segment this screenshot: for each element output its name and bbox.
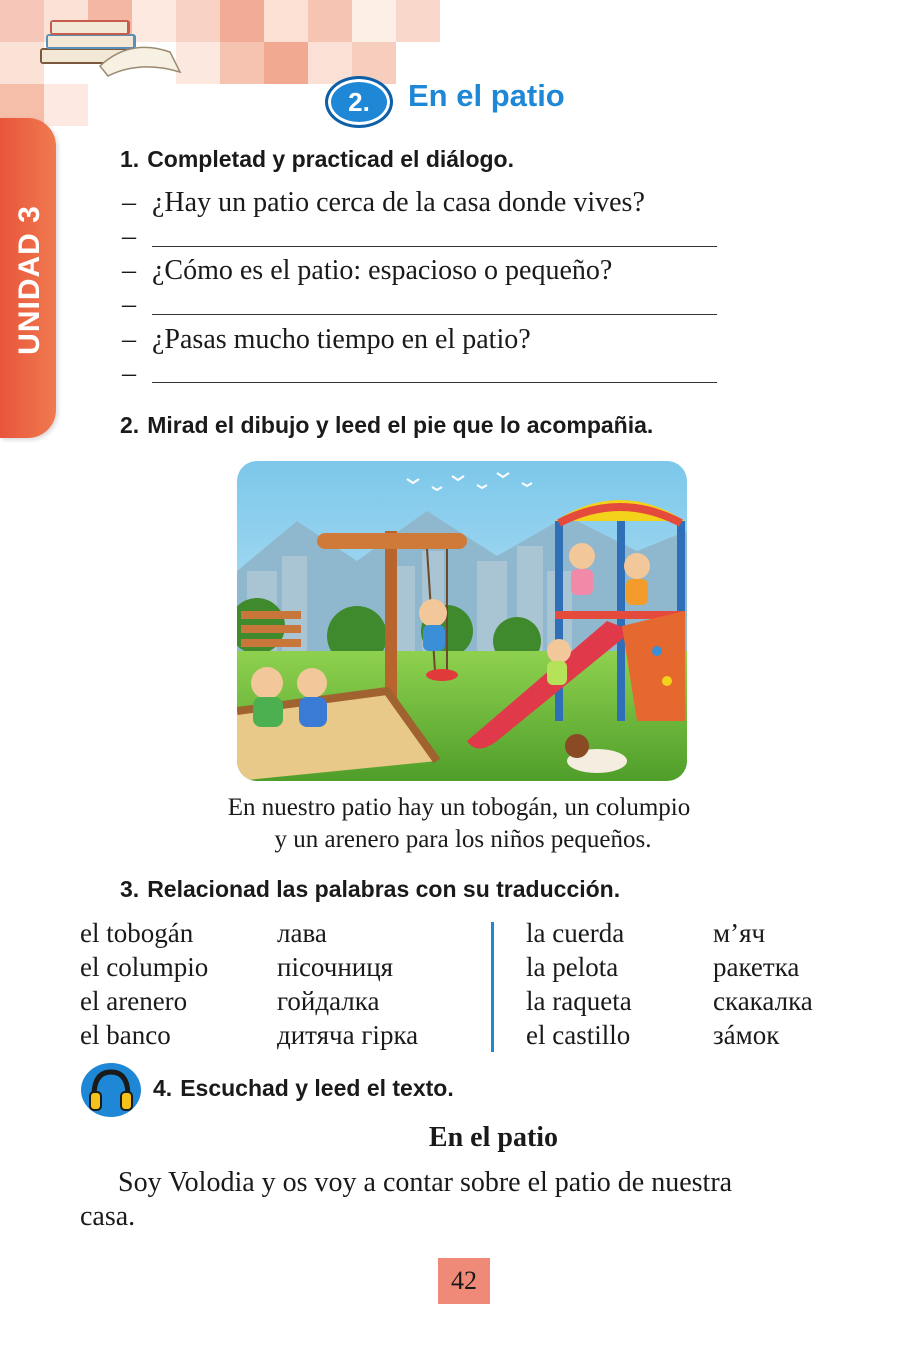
task2-heading [120,412,653,439]
vocab-translation: м’яч [713,918,766,948]
task1-number: 1. [120,146,140,172]
vocab-word: la raqueta [526,986,632,1016]
answer-blank-rule [152,314,717,315]
reading-paragraph [80,1166,850,1234]
vocab-word: el columpio [80,952,209,982]
reading-text-title: En el patio [428,1122,559,1153]
vocab-word: el arenero [80,986,188,1016]
task3-number: 3. [120,876,140,902]
vocab-divider [491,922,494,1052]
dialog-line: – ¿Pasas mucho tiempo en el patio? [122,324,531,355]
vocab-translation: пісочниця [277,952,394,982]
task3-heading [120,876,620,903]
task4-heading [153,1075,454,1102]
vocab-translation: зáмок [713,1020,780,1050]
lesson-number-badge: 2. [325,76,393,128]
dialog-answer-line[interactable]: – [122,289,136,320]
task4-instruction: Escuchad y leed el texto. [180,1075,454,1101]
vocab-word: la cuerda [526,918,625,948]
task1-instruction: Completad y practicad el diálogo. [147,146,514,172]
playground-illustration [237,461,687,781]
page-number: 42 [438,1258,490,1304]
vocab-translation: ракетка [713,952,800,982]
vocab-word: el tobogán [80,918,194,948]
answer-blank-rule [152,246,717,247]
answer-blank-rule [152,382,717,383]
vocab-translation: гойдалка [277,986,380,1016]
dialog-answer-line[interactable]: – [122,221,136,252]
headphones-icon[interactable] [80,1062,142,1118]
task4-number: 4. [153,1075,173,1101]
vocab-translation: лава [277,918,327,948]
dialog-line: – ¿Hay un patio cerca de la casa donde vives? [122,187,645,218]
picture-caption-line: y un arenero para los niños pequeños. [274,826,652,853]
dialog-answer-line[interactable]: – [122,358,136,389]
lesson-title: En el patio [408,78,565,113]
vocab-translation: дитяча гірка [277,1020,419,1050]
vocab-translation: скакалка [713,986,813,1016]
task1-heading [120,146,514,173]
books-icon [30,8,190,78]
dialog-line: – ¿Cómo es el patio: espacioso o pequeño? [122,255,613,286]
vocab-word: el castillo [526,1020,631,1050]
vocab-word: la pelota [526,952,619,982]
unit-label: UNIDAD 3 [13,205,46,355]
paragraph-line: Soy Volodia y os voy a contar sobre el patio de nuestra [118,1167,733,1198]
task2-number: 2. [120,412,140,438]
task3-instruction: Relacionad las palabras con su traducción. [147,876,621,902]
paragraph-line: casa. [80,1201,136,1232]
task2-instruction: Mirad el dibujo y leed el pie que lo acompañia. [147,412,654,438]
vocab-word: el banco [80,1020,171,1050]
picture-caption-line: En nuestro patio hay un tobogán, un columpio [227,794,691,821]
